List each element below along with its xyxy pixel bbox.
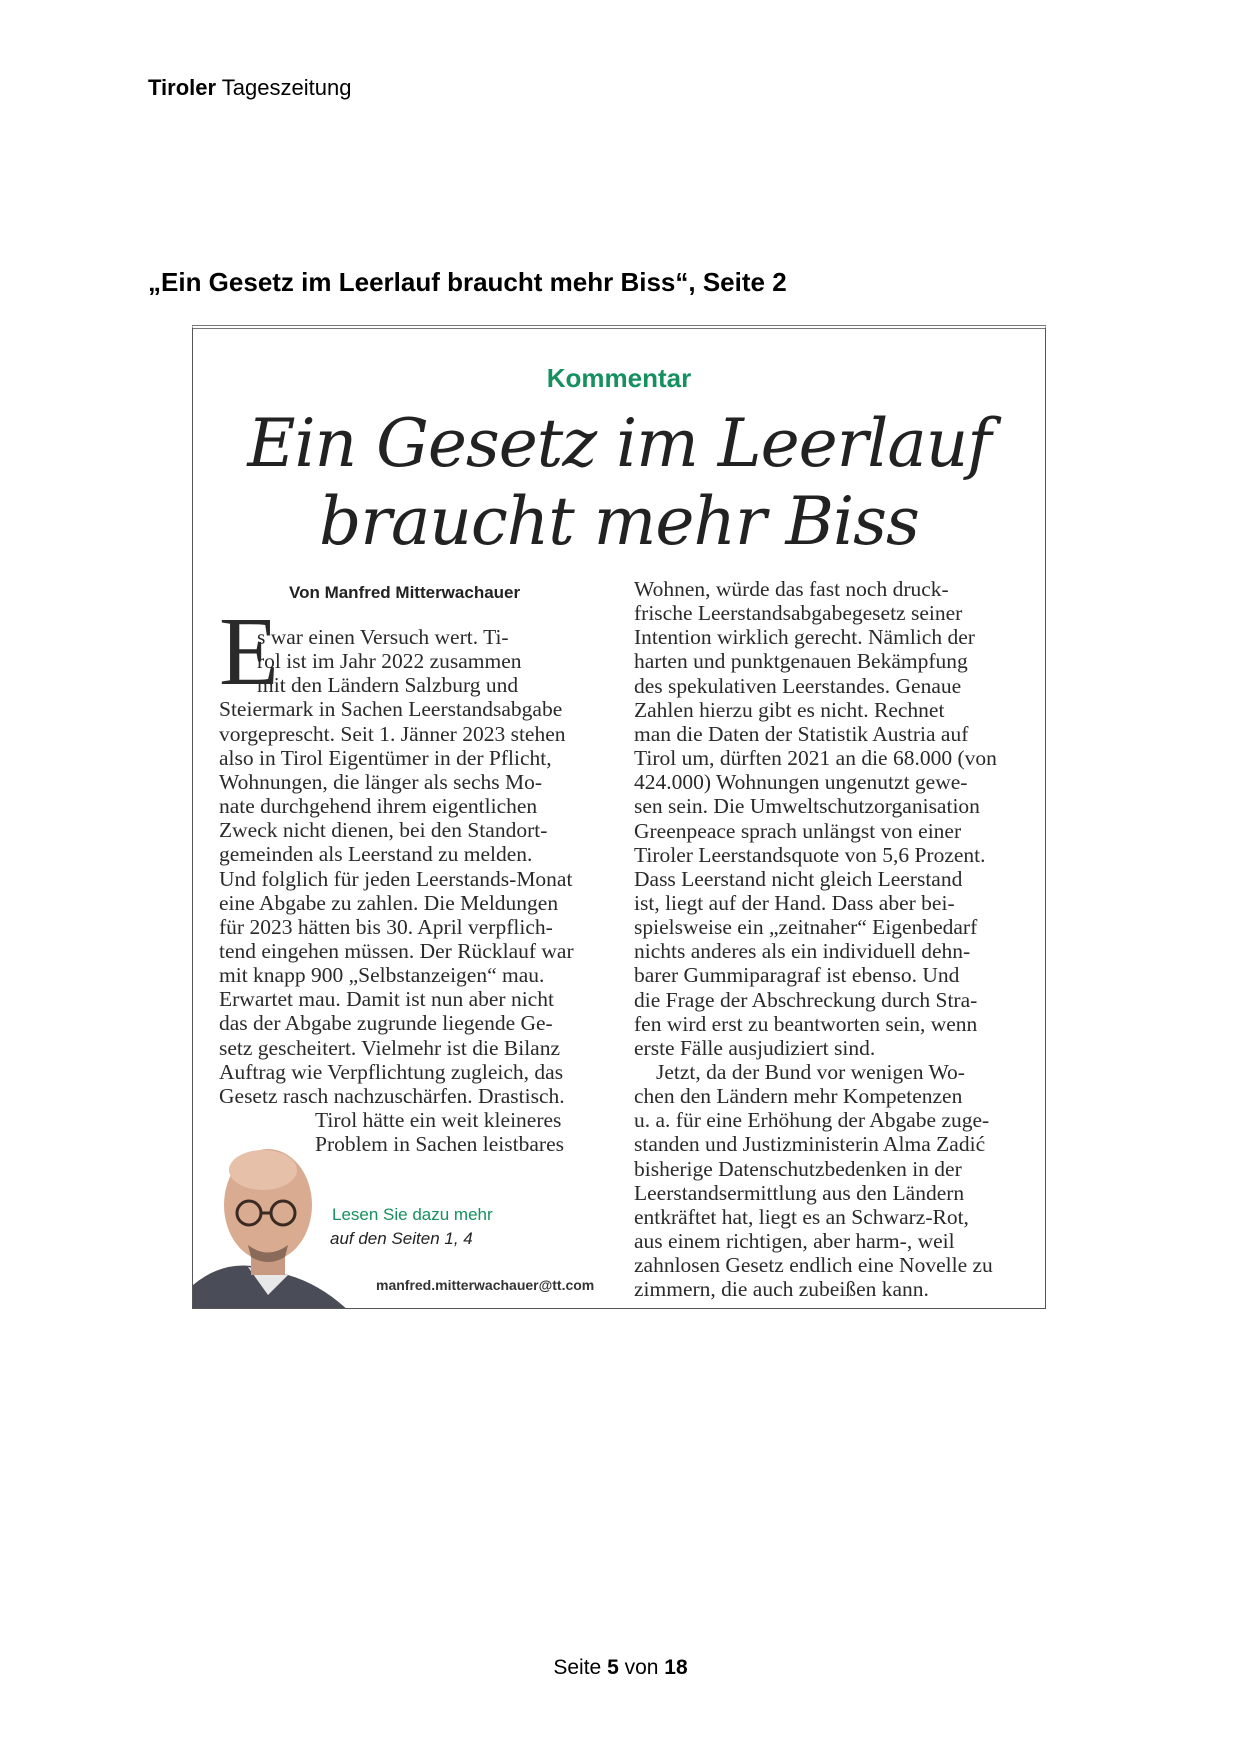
text-line: Greenpeace sprach unlängst von einer xyxy=(634,818,962,843)
text-line: für 2023 hätten bis 30. April verpflich- xyxy=(219,914,553,939)
newspaper-header xyxy=(148,75,351,101)
text-line: Auftrag wie Verpflichtung zugleich, das xyxy=(219,1059,564,1084)
text-line: eine Abgabe zu zahlen. Die Meldungen xyxy=(219,890,559,915)
text-line: Steiermark in Sachen Leerstandsabgabe xyxy=(219,697,563,722)
text-line: standen und Justizministerin Alma Zadić xyxy=(634,1132,986,1157)
text-line: bisherige Datenschutzbedenken in der xyxy=(634,1156,962,1181)
text-line: Wohnen, würde das fast noch druck- xyxy=(634,577,949,601)
text-line: frische Leerstandsabgabegesetz seiner xyxy=(634,601,963,626)
kicker: Kommentar xyxy=(546,363,692,393)
text-line: also in Tirol Eigentümer in der Pflicht, xyxy=(219,745,552,770)
text-line: rol ist im Jahr 2022 zusammen xyxy=(257,649,522,674)
text-line: barer Gummiparagraf ist ebenso. Und xyxy=(634,963,960,988)
headline-line-1: Ein Gesetz im Leerlauf xyxy=(247,405,991,482)
text-line: Erwartet mau. Damit ist nun aber nicht xyxy=(219,987,554,1012)
text-line: 424.000) Wohnungen ungenutzt gewe- xyxy=(634,770,968,795)
text-line: s war einen Versuch wert. Ti- xyxy=(257,625,509,649)
text-line: zimmern, die auch zubeißen kann. xyxy=(634,1277,929,1302)
text-line: mit knapp 900 „Selbstanzeigen“ mau. xyxy=(219,963,545,988)
author-email: manfred.mitterwachauer@tt.com xyxy=(376,1277,595,1293)
text-line: Dass Leerstand nicht gleich Leerstand xyxy=(634,866,963,891)
total-pages: 18 xyxy=(664,1656,688,1679)
text-line: Und folglich für jeden Leerstands-Monat xyxy=(219,866,573,891)
text-line: Gesetz rasch nachzuschärfen. Drastisch. xyxy=(219,1083,565,1108)
text-line: gemeinden als Leerstand zu melden. xyxy=(219,842,533,867)
brand-regular: Tageszeitung xyxy=(221,75,352,100)
text-line: Wohnungen, die länger als sechs Mo- xyxy=(219,769,543,794)
text-line: Tirol um, dürften 2021 an die 68.000 (von xyxy=(634,746,997,771)
text-line: nichts anderes als ein individuell dehn- xyxy=(634,939,971,964)
text-line: Intention wirklich gerecht. Nämlich der xyxy=(634,625,975,650)
text-line: Problem in Sachen leistbares xyxy=(315,1132,564,1157)
text-line: Zweck nicht dienen, bei den Standort- xyxy=(219,818,548,843)
text-line: des spekulativen Leerstandes. Genaue xyxy=(634,673,962,698)
text-line: ist, liegt auf der Hand. Dass aber bei- xyxy=(634,890,955,915)
text-line: entkräftet hat, liegt es an Schwarz-Rot, xyxy=(634,1204,969,1229)
footer-of: von xyxy=(624,1656,659,1679)
headline-line-2: braucht mehr Biss xyxy=(319,483,919,560)
text-line: chen den Ländern mehr Kompetenzen xyxy=(634,1084,963,1109)
current-page: 5 xyxy=(607,1656,619,1679)
text-line: man die Daten der Statistik Austria auf xyxy=(634,721,969,746)
drop-cap: E xyxy=(219,598,279,706)
text-line: das der Abgabe zugrunde liegende Ge- xyxy=(219,1011,553,1036)
text-line: die Frage der Abschreckung durch Stra- xyxy=(634,987,978,1012)
text-line: u. a. für eine Erhöhung der Abgabe zuge- xyxy=(634,1108,990,1133)
text-line: Tirol hätte ein weit kleineres xyxy=(315,1108,562,1132)
read-more-label: Lesen Sie dazu mehr xyxy=(332,1205,493,1224)
text-line: harten und punktgenauen Bekämpfung xyxy=(634,649,968,674)
text-line: erste Fälle ausjudiziert sind. xyxy=(634,1035,876,1060)
text-line: aus einem richtigen, aber harm-, weil xyxy=(634,1229,955,1254)
text-line: zahnlosen Gesetz endlich eine Novelle zu xyxy=(634,1253,993,1278)
text-line: Jetzt, da der Bund vor wenigen Wo- xyxy=(656,1060,965,1084)
text-line: vorgeprescht. Seit 1. Jänner 2023 stehen xyxy=(219,721,566,746)
footer-prefix: Seite xyxy=(553,1656,602,1679)
text-line: sen sein. Die Umweltschutzorganisation xyxy=(634,794,980,819)
text-line: setz gescheitert. Vielmehr ist die Bilanz xyxy=(219,1035,561,1060)
text-line: spielsweise ein „zeitnaher“ Eigenbedarf xyxy=(634,915,978,940)
read-more-pages: auf den Seiten 1, 4 xyxy=(330,1229,473,1248)
text-line: Leerstandsermittlung aus den Ländern xyxy=(634,1180,965,1205)
text-line: Tiroler Leerstandsquote von 5,6 Prozent. xyxy=(634,842,986,867)
text-line: fen wird erst zu beantworten sein, wenn xyxy=(634,1011,978,1036)
text-line: mit den Ländern Salzburg und xyxy=(257,673,519,698)
brand-bold: Tiroler xyxy=(148,75,217,100)
text-line: tend eingehen müssen. Der Rücklauf war xyxy=(219,938,574,963)
text-line: Zahlen hierzu gibt es nicht. Rechnet xyxy=(634,697,945,722)
page-footer xyxy=(0,1656,1241,1680)
byline: Von Manfred Mitterwachauer xyxy=(289,583,521,602)
article-reference-title: „Ein Gesetz im Leerlauf braucht mehr Biss“, Seite 2 xyxy=(148,267,787,297)
text-line: nate durchgehend ihrem eigentlichen xyxy=(219,794,538,819)
article-clipping xyxy=(192,325,1046,1309)
